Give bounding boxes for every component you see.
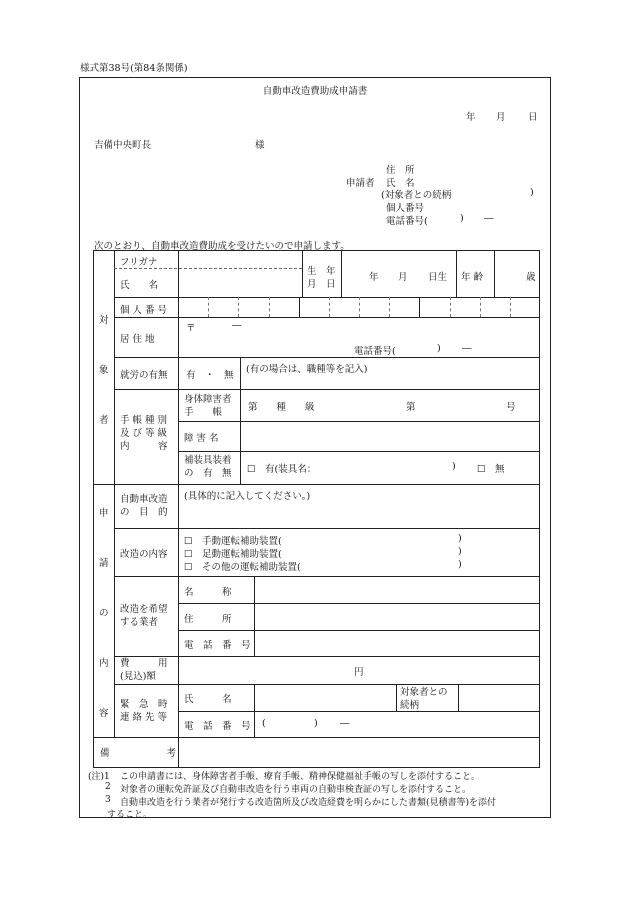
personal-number-digit-cell[interactable] xyxy=(359,297,389,317)
note-prefix: (注)1 xyxy=(88,772,110,782)
note-2: 対象者の運転免許証及び自動車改造を行う車両の自動車検査証の写しを添付すること。 xyxy=(120,785,472,795)
handbook-label-3: 内 容 xyxy=(120,441,168,452)
form-number: 様式第38号(第84条関係) xyxy=(80,63,188,74)
employment-label: 就労の有無 xyxy=(120,370,168,381)
personal-number-digit-cell[interactable] xyxy=(389,297,419,317)
target-name-label: 氏 名 xyxy=(120,280,159,291)
birth-month-unit: 月 xyxy=(398,272,408,283)
aid-yes-close: ) xyxy=(452,461,456,472)
cost-label-1: 費 用 xyxy=(120,658,168,669)
target-section-char-2: 象 xyxy=(99,365,109,376)
disability-handbook-label-2: 手 帳 xyxy=(184,407,223,418)
residence-phone-dash: ― xyxy=(462,343,472,354)
age-label: 年 齢 xyxy=(461,272,484,283)
remarks-field[interactable] xyxy=(182,740,537,766)
postal-mark: 〒 xyxy=(186,323,196,334)
personal-number-digit-cell[interactable] xyxy=(238,297,268,317)
vendor-label-2: する業者 xyxy=(120,617,159,628)
applicant-personal-number-label: 個人番号 xyxy=(386,203,425,214)
target-personal-number-label: 個 人 番 号 xyxy=(120,305,168,316)
app-section-char-4: 内 xyxy=(99,658,109,669)
personal-number-digit-cell[interactable] xyxy=(208,297,238,317)
mod-item-other-close: ) xyxy=(458,559,462,570)
disability-name-label: 障 害 名 xyxy=(184,433,219,444)
residence-phone-label: 電話番号( xyxy=(354,346,396,357)
form-title: 自動車改造費助成申請書 xyxy=(262,86,368,97)
honorific: 様 xyxy=(255,140,265,151)
handbook-number-unit: 号 xyxy=(506,402,516,413)
applicant-name-label: 氏 名 xyxy=(386,178,415,189)
personal-number-digit-cell[interactable] xyxy=(419,297,449,317)
personal-number-digit-cell[interactable] xyxy=(269,297,299,317)
emergency-phone-close: ) xyxy=(314,718,318,729)
app-section-char-2: 請 xyxy=(99,558,109,569)
applicant-label: 申請者 xyxy=(346,178,375,189)
app-section-char-5: 容 xyxy=(99,708,109,719)
handbook-label-1: 手 帳 種 別 xyxy=(120,415,168,426)
mod-item-manual-close: ) xyxy=(458,533,462,544)
vendor-name-label: 名 称 xyxy=(184,587,232,598)
applicant-phone-close: ) xyxy=(460,213,464,224)
furigana-label: フリガナ xyxy=(120,257,158,268)
emergency-phone-open: ( xyxy=(262,718,266,729)
birth-label-top: 生 年 xyxy=(307,266,336,277)
mod-item-manual[interactable]: ☐ 手動運転補助装置( xyxy=(184,536,282,547)
vendor-address-label: 住 所 xyxy=(184,614,232,625)
emergency-name-label: 氏 名 xyxy=(184,694,232,705)
app-section-char-1: 申 xyxy=(99,508,109,519)
date-month: 月 xyxy=(496,112,506,123)
age-unit: 歳 xyxy=(526,272,536,283)
applicant-address-label: 住 所 xyxy=(386,165,415,176)
emergency-phone-dash: ― xyxy=(340,718,350,729)
note-1: この申請書には、身体障害者手帳、療育手帳、精神保健福祉手帳の写しを添付すること。 xyxy=(120,772,481,782)
applicant-relation-close: ) xyxy=(530,187,534,198)
disability-handbook-label-1: 身体障害者 xyxy=(184,394,232,405)
note-3-continued: すること。 xyxy=(107,810,153,820)
residence-label: 居 住 地 xyxy=(120,334,155,345)
intro-text: 次のとおり、自動車改造費助成を受けたいので申請します。 xyxy=(94,241,350,252)
note-3: 自動車改造を行う業者が発行する改造箇所及び改造経費を明らかにした書類(見積書等)を添付 xyxy=(120,798,497,808)
birth-label-bottom: 月 日 xyxy=(307,279,336,290)
personal-number-digit-cell[interactable] xyxy=(329,297,359,317)
applicant-phone-dash: ― xyxy=(484,213,494,224)
addressee: 吉備中央町長 xyxy=(94,140,152,151)
mod-item-other[interactable]: ☐ その他の運転補助装置( xyxy=(184,562,301,573)
cost-label-2: (見込)額 xyxy=(120,671,156,682)
birth-year-unit: 年 xyxy=(369,272,379,283)
employment-options[interactable]: 有 ・ 無 xyxy=(186,370,234,381)
emergency-relation-label-1: 対象者との xyxy=(400,687,448,698)
furigana-field[interactable] xyxy=(182,252,300,267)
handbook-label-2: 及 び 等 級 xyxy=(120,428,168,439)
date-day: 日 xyxy=(528,112,538,123)
personal-number-digit-cell[interactable] xyxy=(510,297,540,317)
residence-phone-close: ) xyxy=(437,343,441,354)
note-2-number: 2 xyxy=(105,782,111,792)
emergency-relation-label-2: 続柄 xyxy=(400,700,420,711)
app-section-char-3: の xyxy=(99,608,109,619)
emergency-label-1: 緊 急 時 xyxy=(120,699,168,710)
personal-number-digit-cell[interactable] xyxy=(178,297,208,317)
purpose-label-1: 自動車改造 xyxy=(120,494,168,505)
aid-yes-option[interactable]: ☐ 有(装具名： xyxy=(247,464,317,475)
purpose-note: (具体的に記入してください。) xyxy=(184,491,311,502)
cost-unit: 円 xyxy=(354,667,364,678)
personal-number-digit-cell[interactable] xyxy=(480,297,510,317)
employment-note: (有の場合は、職種等を記入) xyxy=(246,364,368,375)
aid-no-option[interactable]: ☐ 無 xyxy=(477,464,505,475)
target-section-char-1: 対 xyxy=(99,315,109,326)
mod-item-foot-close: ) xyxy=(458,546,462,557)
date-year: 年 xyxy=(466,112,476,123)
personal-number-digit-cell[interactable] xyxy=(450,297,480,317)
target-name-field[interactable] xyxy=(182,270,300,295)
applicant-relation-label: (対象者との続柄 xyxy=(381,190,452,201)
modification-label: 改造の内容 xyxy=(120,549,168,560)
handbook-number-prefix: 第 xyxy=(406,402,416,413)
purpose-label-2: の 目 的 xyxy=(120,507,168,518)
emergency-label-2: 連 絡 先 等 xyxy=(120,712,168,723)
emergency-phone-label: 電 話 番 号 xyxy=(184,721,251,732)
remarks-label: 備 考 xyxy=(100,748,177,759)
mod-item-foot[interactable]: ☐ 足動運転補助装置( xyxy=(184,549,282,560)
applicant-phone-label: 電話番号( xyxy=(386,216,428,227)
target-section-char-3: 者 xyxy=(99,415,109,426)
note-3-number: 3 xyxy=(105,795,111,805)
postal-dash: ― xyxy=(232,320,242,331)
vendor-phone-label: 電 話 番 号 xyxy=(184,640,251,651)
aid-label-2: の 有 無 xyxy=(184,468,232,479)
birth-day-unit: 日生 xyxy=(428,272,448,283)
handbook-grade-type: 第 種 級 xyxy=(248,402,315,413)
personal-number-digit-cell[interactable] xyxy=(299,297,329,317)
aid-label-1: 補装具装着 xyxy=(184,455,232,466)
vendor-label-1: 改造を希望 xyxy=(120,604,168,615)
